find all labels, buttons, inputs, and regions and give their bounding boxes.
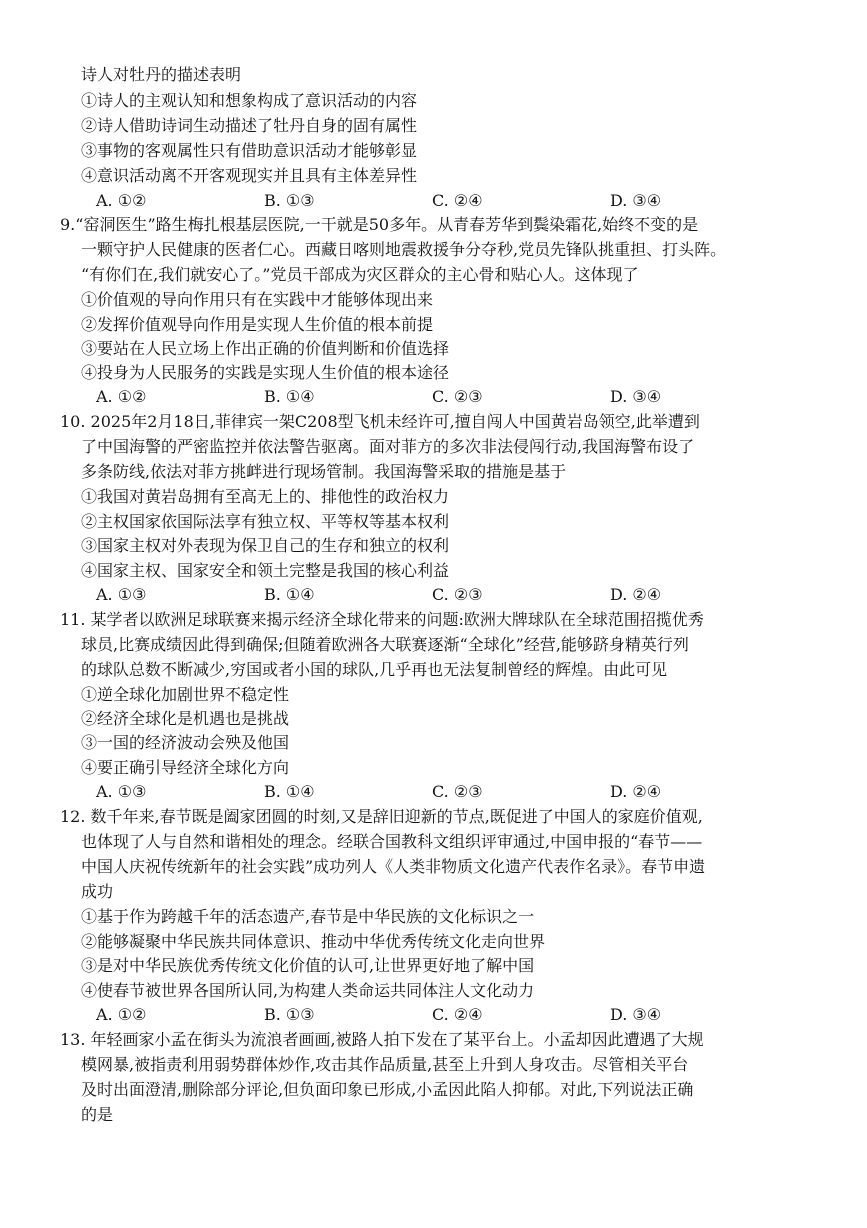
q8-options bbox=[96, 190, 796, 212]
q10-stem-line-3: 多条防线,依法对菲方挑衅进行现场管制。我国海警采取的措施是基于 bbox=[81, 462, 567, 481]
q11-stem-line-1: 11. 某学者以欧洲足球联赛来揭示经济全球化带来的问题:欧洲大牌球队在全球范围招揽优秀 bbox=[60, 610, 704, 629]
q9-item-1: ①价值观的导向作用只有在实践中才能够体现出来 bbox=[81, 290, 434, 309]
q8-option-d[interactable]: D. ③④ bbox=[610, 191, 662, 210]
q11-option-b[interactable]: B. ①④ bbox=[264, 782, 315, 801]
q11-option-c[interactable]: C. ②③ bbox=[432, 782, 483, 801]
q13-stem-line-1: 13. 年轻画家小孟在街头为流浪者画画,被路人拍下发在了某平台上。小孟却因此遭遇了大规 bbox=[60, 1030, 704, 1049]
q9-item-3: ③要站在人民立场上作出正确的价值判断和价值选择 bbox=[81, 339, 450, 358]
q8-item-4: ④意识活动离不开客观现实并且具有主体差异性 bbox=[81, 166, 418, 185]
q9-stem-line-3: “有你们在,我们就安心了。”党员干部成为灾区群众的主心骨和贴心人。这体现了 bbox=[81, 265, 639, 284]
q9-option-d[interactable]: D. ③④ bbox=[610, 387, 662, 406]
q9-item-2: ②发挥价值观导向作用是实现人生价值的根本前提 bbox=[81, 315, 434, 334]
q8-option-a[interactable]: A. ①② bbox=[96, 191, 147, 210]
q13-stem-line-2: 模网暴,被指责利用弱势群体炒作,攻击其作品质量,甚至上升到人身攻击。尽管相关平台 bbox=[81, 1055, 689, 1074]
q10-option-b[interactable]: B. ①④ bbox=[264, 585, 315, 604]
q11-item-1: ①逆全球化加剧世界不稳定性 bbox=[81, 685, 290, 704]
q9-options bbox=[96, 386, 796, 408]
q10-item-4: ④国家主权、国家安全和领土完整是我国的核心利益 bbox=[81, 561, 450, 580]
q9-option-b[interactable]: B. ①④ bbox=[264, 387, 315, 406]
q12-option-a[interactable]: A. ①② bbox=[96, 1005, 147, 1024]
q10-option-a[interactable]: A. ①③ bbox=[96, 585, 147, 604]
q9-stem-line-2: 一颗守护人民健康的医者仁心。西藏日喀则地震救援争分夺秒,党员先锋队挑重担、打头阵。 bbox=[81, 240, 727, 259]
q12-item-2: ②能够凝聚中华民族共同体意识、推动中华优秀传统文化走向世界 bbox=[81, 932, 546, 951]
q10-stem-line-2: 了中国海警的严密监控并依法警告驱离。面对菲方的多次非法侵闯行动,我国海警布设了 bbox=[81, 437, 695, 456]
q12-option-b[interactable]: B. ①③ bbox=[264, 1005, 315, 1024]
q12-stem-line-2: 也体现了人与自然和谐相处的理念。经联合国教科文组织评审通过,中国申报的“春节—— bbox=[81, 832, 703, 851]
q9-item-4: ④投身为人民服务的实践是实现人生价值的根本途径 bbox=[81, 363, 450, 382]
q9-option-c[interactable]: C. ②③ bbox=[432, 387, 483, 406]
q11-option-a[interactable]: A. ①③ bbox=[96, 782, 147, 801]
q9-option-a[interactable]: A. ①② bbox=[96, 387, 147, 406]
q10-item-2: ②主权国家依国际法享有独立权、平等权等基本权利 bbox=[81, 512, 450, 531]
q10-option-c[interactable]: C. ②③ bbox=[432, 585, 483, 604]
q11-item-3: ③一国的经济波动会殃及他国 bbox=[81, 733, 290, 752]
q12-options bbox=[96, 1004, 796, 1026]
q12-stem-line-3: 中国人庆祝传统新年的社会实践”成功列人《人类非物质文化遗产代表作名录》。春节申遗 bbox=[81, 857, 706, 876]
q12-option-c[interactable]: C. ②④ bbox=[432, 1005, 483, 1024]
q12-stem-line-1: 12. 数千年来,春节既是阖家团圆的时刻,又是辞旧迎新的节点,既促进了中国人的家庭价值观, bbox=[60, 807, 703, 826]
q8-item-1: ①诗人的主观认知和想象构成了意识活动的内容 bbox=[81, 91, 418, 110]
q12-option-d[interactable]: D. ③④ bbox=[610, 1005, 662, 1024]
q12-item-4: ④使春节被世界各国所认同,为构建人类命运共同体注人文化动力 bbox=[81, 981, 535, 1000]
q11-stem-line-3: 的球队总数不断减少,穷国或者小国的球队,几乎再也无法复制曾经的辉煌。由此可见 bbox=[81, 660, 668, 679]
q8-stem-tail: 诗人对牡丹的描述表明 bbox=[81, 65, 242, 84]
q8-item-2: ②诗人借助诗词生动描述了牡丹自身的固有属性 bbox=[81, 116, 418, 135]
q13-stem-line-4: 的是 bbox=[81, 1105, 114, 1124]
q11-option-d[interactable]: D. ②④ bbox=[610, 782, 662, 801]
q10-item-1: ①我国对黄岩岛拥有至高无上的、排他性的政治权力 bbox=[81, 487, 450, 506]
q10-options bbox=[96, 584, 796, 606]
q9-stem-line-1: 9.“窑洞医生”路生梅扎根基层医院,一干就是50多年。从青春芳华到鬓染霜花,始终不变的是 bbox=[60, 215, 699, 234]
q8-option-b[interactable]: B. ①③ bbox=[264, 191, 315, 210]
q12-item-3: ③是对中华民族优秀传统文化价值的认可,让世界更好地了解中国 bbox=[81, 956, 535, 975]
q12-item-1: ①基于作为跨越千年的活态遗产,春节是中华民族的文化标识之一 bbox=[81, 907, 535, 926]
q13-stem-line-3: 及时出面澄清,删除部分评论,但负面印象已形成,小孟因此陷人抑郁。对此,下列说法正确 bbox=[81, 1080, 694, 1099]
q8-option-c[interactable]: C. ②④ bbox=[432, 191, 483, 210]
q8-item-3: ③事物的客观属性只有借助意识活动才能够彰显 bbox=[81, 141, 418, 160]
q10-stem-line-1: 10. 2025年2月18日,菲律宾一架C208型飞机未经许可,擅自闯人中国黄岩岛领空,此举遭到 bbox=[60, 412, 700, 431]
q12-stem-line-4: 成功 bbox=[81, 882, 114, 901]
q11-options bbox=[96, 781, 796, 803]
q11-item-4: ④要正确引导经济全球化方向 bbox=[81, 758, 290, 777]
q11-item-2: ②经济全球化是机遇也是挑战 bbox=[81, 709, 290, 728]
q11-stem-line-2: 球员,比赛成绩因此得到确保;但随着欧洲各大联赛逐渐“全球化”经营,能够跻身精英行列 bbox=[81, 635, 689, 654]
q10-option-d[interactable]: D. ②④ bbox=[610, 585, 662, 604]
q10-item-3: ③国家主权对外表现为保卫自己的生存和独立的权利 bbox=[81, 536, 450, 555]
